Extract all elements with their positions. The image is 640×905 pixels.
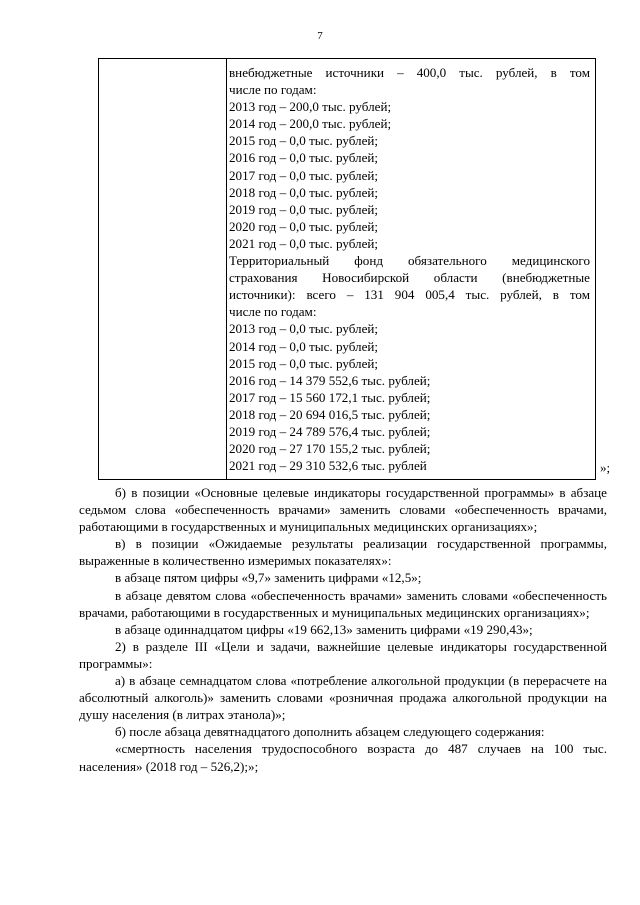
table-line: 2021 год – 0,0 тыс. рублей; (229, 235, 379, 251)
table-line: 2015 год – 0,0 тыс. рублей; (229, 355, 379, 371)
table-line: 2014 год – 0,0 тыс. рублей; (229, 338, 379, 354)
table-line: 2018 год – 20 694 016,5 тыс. рублей; (229, 406, 431, 422)
table-line: источники): всего – 131 904 005,4 тыс. рублей, в том (229, 287, 590, 303)
paragraph: в) в позиции «Ожидаемые результаты реализации государственной программы, выраженные в количественно измеримых показателях»: (79, 536, 607, 569)
table-line: Территориальный фонд обязательного медицинского (229, 253, 590, 269)
paragraph: в абзаце одиннадцатом цифры «19 662,13» заменить цифрами «19 290,43»; (115, 621, 533, 637)
page-number: 7 (317, 30, 323, 42)
table-line: 2013 год – 0,0 тыс. рублей; (229, 321, 379, 337)
table-line: числе по годам: (229, 82, 317, 98)
paragraph: б) после абзаца девятнадцатого дополнить абзацем следующего содержания: (115, 724, 545, 740)
table-line: числе по годам: (229, 304, 317, 320)
table-line: страхования Новосибирской области (внебюджетные (229, 270, 590, 286)
table-line: 2020 год – 0,0 тыс. рублей; (229, 218, 379, 234)
paragraph: б) в позиции «Основные целевые индикаторы государственной программы» в абзаце седьмом слова «обеспеченность врачами» заменить словами «обеспеченность врачами, работающими в государственных и муниципальных медицинских организациях»; (79, 485, 607, 535)
paragraph: «смертность населения трудоспособного возраста до 487 случаев на 100 тыс. населения» (2018 год – 526,2);»; (79, 741, 607, 774)
table-closing-quote: »; (600, 460, 611, 475)
table-line: 2020 год – 27 170 155,2 тыс. рублей; (229, 441, 431, 457)
paragraph: 2) в разделе III «Цели и задачи, важнейшие целевые индикаторы государственной программы»: (79, 638, 607, 671)
paragraph: в абзаце девятом слова «обеспеченность врачами» заменить словами «обеспеченность врачами, работающими в государственных и муниципальных медицинских организациях»; (79, 587, 607, 620)
table-column-divider (226, 59, 227, 479)
table-line: 2014 год – 200,0 тыс. рублей; (229, 116, 392, 132)
table-line: 2015 год – 0,0 тыс. рублей; (229, 133, 379, 149)
table-line: внебюджетные источники – 400,0 тыс. рублей, в том (229, 65, 590, 80)
table-line: 2017 год – 0,0 тыс. рублей; (229, 167, 379, 183)
table-line: 2013 год – 200,0 тыс. рублей; (229, 99, 392, 115)
financing-table (98, 58, 596, 480)
table-line: 2016 год – 14 379 552,6 тыс. рублей; (229, 372, 431, 388)
table-line: 2017 год – 15 560 172,1 тыс. рублей; (229, 389, 431, 405)
table-line: 2016 год – 0,0 тыс. рублей; (229, 150, 379, 166)
table-line: 2021 год – 29 310 532,6 тыс. рублей (229, 458, 427, 474)
table-cell-financing (229, 64, 590, 474)
amendments-text (79, 484, 607, 775)
table-line: 2019 год – 0,0 тыс. рублей; (229, 201, 379, 217)
paragraph: в абзаце пятом цифры «9,7» заменить цифрами «12,5»; (115, 570, 422, 586)
paragraph: а) в абзаце семнадцатом слова «потребление алкогольной продукции (в перерасчете на абсолютный алкоголь)» заменить словами «розничная продажа алкогольной продукции на душу населения (в литрах этанола)»; (79, 673, 607, 723)
table-line: 2019 год – 24 789 576,4 тыс. рублей; (229, 423, 431, 439)
table-line: 2018 год – 0,0 тыс. рублей; (229, 184, 379, 200)
